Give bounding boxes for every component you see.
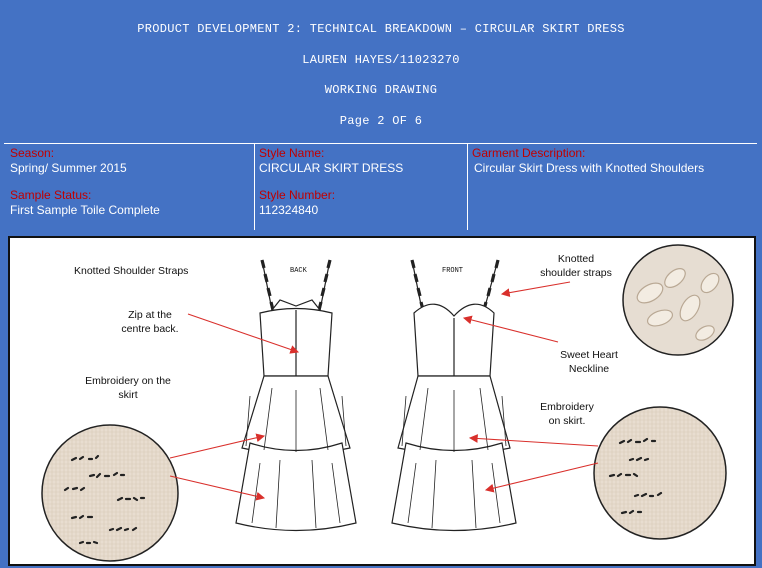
style-name-value: CIRCULAR SKIRT DRESS xyxy=(259,161,404,175)
document-title: PRODUCT DEVELOPMENT 2: TECHNICAL BREAKDOWN – CIRCULAR SKIRT DRESS xyxy=(137,22,625,36)
dress-front-sketch xyxy=(392,260,516,531)
sample-status-label: Sample Status: xyxy=(10,188,92,202)
note-zip-line1: Zip at the xyxy=(128,309,172,321)
note-embroidery-left-line2: skirt xyxy=(118,389,138,401)
note-knotted-right-line1: Knotted xyxy=(557,253,595,265)
style-number-label: Style Number: xyxy=(259,188,336,202)
season-value: Spring/ Summer 2015 xyxy=(10,161,127,175)
note-zip xyxy=(110,308,190,336)
note-sweetheart-line2: Neckline xyxy=(568,363,610,375)
season-label: Season: xyxy=(10,146,55,160)
embroidery-swatch-left xyxy=(42,425,178,561)
working-drawing-panel xyxy=(8,236,756,566)
style-number-value: 112324840 xyxy=(259,203,319,217)
note-sweetheart-neckline xyxy=(544,348,634,376)
info-grid xyxy=(4,143,757,230)
garment-description-label: Garment Description: xyxy=(472,146,586,160)
note-knotted-shoulder-straps: Knotted Shoulder Straps xyxy=(74,265,189,277)
knotted-strap-photo xyxy=(623,245,733,355)
page-number: Page 2 OF 6 xyxy=(339,114,423,128)
drawing-subtitle: WORKING DRAWING xyxy=(324,83,438,97)
info-cell-style xyxy=(255,144,468,230)
note-embroidery-left-line1: Embroidery on the xyxy=(85,375,171,387)
info-cell-description xyxy=(468,144,757,230)
header-block xyxy=(0,0,762,142)
dress-back-sketch xyxy=(236,260,356,531)
front-label: FRONT xyxy=(442,267,464,275)
garment-description-value: Circular Skirt Dress with Knotted Shoulders xyxy=(474,161,705,175)
back-label: BACK xyxy=(290,267,307,275)
callout-arrows xyxy=(170,282,598,498)
note-embroidery-right-line2: on skirt. xyxy=(548,415,586,427)
style-name-label: Style Name: xyxy=(259,146,325,160)
note-knotted-right-line2: shoulder straps xyxy=(540,267,612,279)
note-embroidery-right xyxy=(522,400,612,428)
note-zip-line2: centre back. xyxy=(121,323,179,335)
note-knotted-right xyxy=(526,252,626,280)
note-embroidery-right-line1: Embroidery xyxy=(540,401,594,413)
note-sweetheart-line1: Sweet Heart xyxy=(560,349,618,361)
info-cell-season xyxy=(4,144,255,230)
arrow-knotted-right xyxy=(502,282,570,294)
embroidery-swatch-right xyxy=(594,407,726,539)
note-embroidery-left xyxy=(68,374,188,402)
sample-status-value: First Sample Toile Complete xyxy=(10,203,160,217)
author-line: LAUREN HAYES/11023270 xyxy=(302,53,460,67)
